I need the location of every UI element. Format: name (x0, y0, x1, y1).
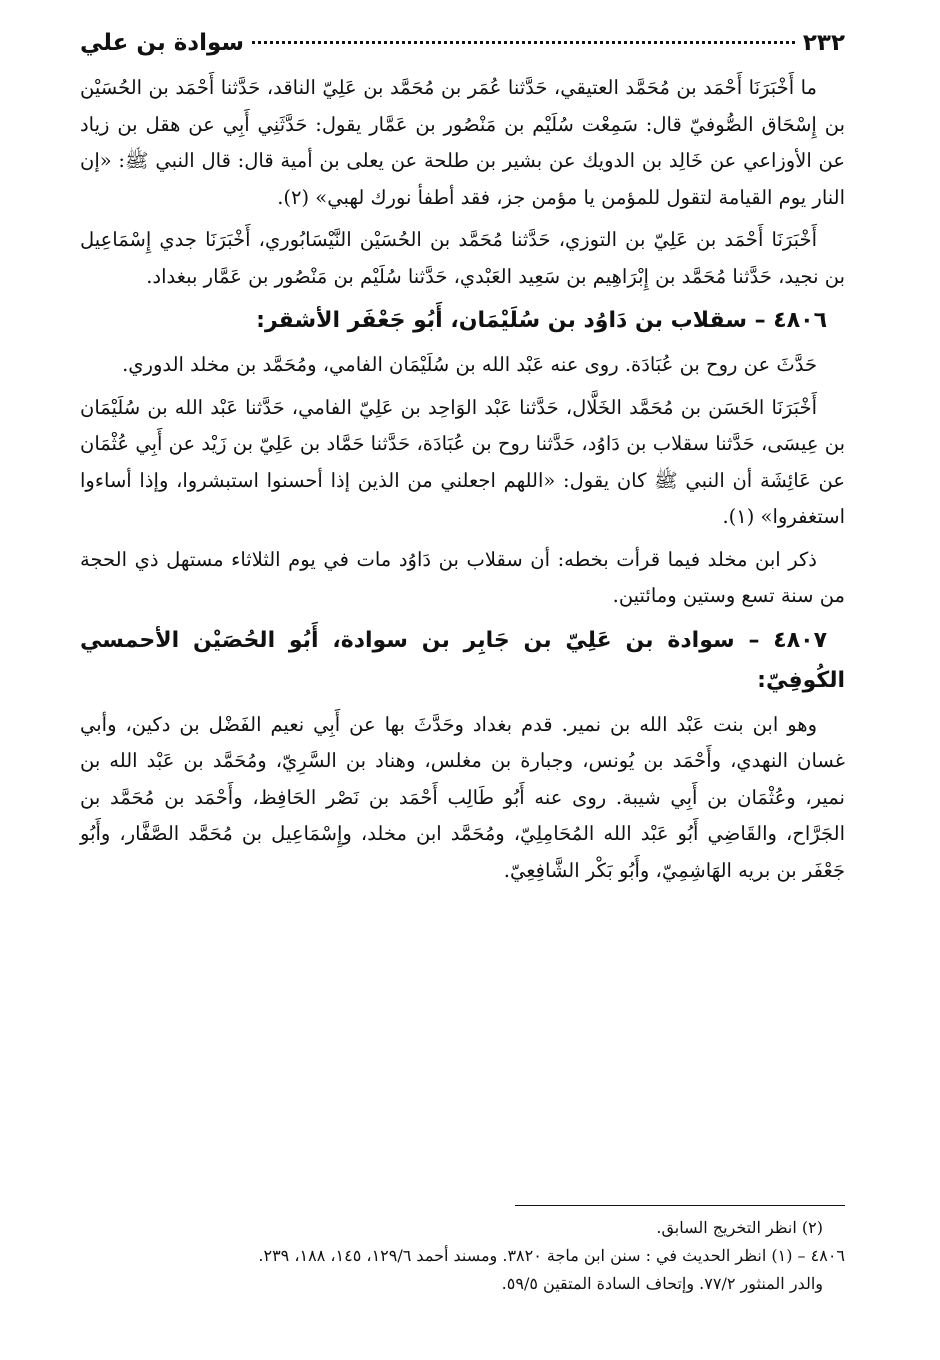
page-body (80, 70, 845, 889)
paragraph: حَدَّثَ عن روح بن عُبَادَة. روى عنه عَبْد الله بن سُلَيْمَان الفامي، ومُحَمَّد بن مخلد الدوري. (122, 353, 817, 376)
running-title: سوادة بن علي (80, 30, 245, 56)
paragraph: وهو ابن بنت عَبْد الله بن نمير. قدم بغداد وحَدَّثَ بها عن أَبِي نعيم الفَضْل بن دكين، وأبي غسان النهدي، وأَحْمَد بن يُونس، وجبارة بن مغلس، وهناد بن السَّرِيّ، ومُحَمَّد بن عَبْد الله بن نمير، وعُثْمَان بن أَبِي شيبة. روى عنه أَبُو طَالِب أَحْمَد بن نَصْر الحَافِظ، وأَحْمَد بن مُحَمَّد بن الجَرَّاح، والقَاضِي أَبُو عَبْد الله المُحَامِلِيّ، ومُحَمَّد ابن مخلد، وإِسْمَاعِيل بن مُحَمَّد الصَّفَّار، وأَبُو جَعْفَر بن بريه الهَاشِمِيّ، وأَبُو بَكْر الشَّافِعِيّ. (80, 712, 845, 882)
footnote-line: (٢) انظر التخريج السابق. (656, 1218, 823, 1237)
page-number: ٢٣٢ (802, 30, 845, 56)
entry-heading: ٤٨٠٧ – سوادة بن عَلِيّ بن جَابِر بن سوادة، أَبُو الحُصَيْن الأحمسي الكُوفِيّ: (80, 627, 845, 693)
footnote-divider (515, 1205, 845, 1206)
paragraph: ذكر ابن مخلد فيما قرأت بخطه: أن سقلاب بن دَاوُد مات في يوم الثلاثاء مستهل ذي الحجة من سنة تسع وستين ومائتين. (80, 547, 845, 607)
paragraph: أَخْبَرَنَا الحَسَن بن مُحَمَّد الخَلَّال، حَدَّثنا عَبْد الوَاحِد بن عَلِيّ الفامي، حَدَّثنا عَبْد الله بن سُلَيْمَان بن عِيسَى، حَدَّثنا سقلاب بن دَاوُد، حَدَّثنا روح بن عُبَادَة، حَدَّثنا حَمَّاد بن عَلِيّ بن زَيْد عن أَبِي عُثْمَان عن عَائِشَة أن النبي ﷺ كان يقول: «اللهم اجعلني من الذين إذا أحسنوا استبشروا، وإذا أساءوا استغفروا» (١). (80, 395, 845, 528)
footnote-line: والدر المنثور ٧٧/٢. وإتحاف السادة المتقين ٥٩/٥. (501, 1274, 823, 1293)
paragraph: ما أَخْبَرَنَا أَحْمَد بن مُحَمَّد العتيقي، حَدَّثنا عُمَر بن مُحَمَّد بن عَلِيّ الناقد، حَدَّثنا أَحْمَد بن الحُسَيْن بن إِسْحَاق الصُّوفيّ قال: سَمِعْت سُلَيْم بن مَنْصُور بن عَمَّار يقول: حَدَّثَنِي أَبِي عن هقل بن زياد عن الأوزاعي عن خَالِد بن الدويك عن بشير بن طلحة عن يعلى بن أمية قال: قال النبي ﷺ: «إن النار يوم القيامة لتقول للمؤمن يا مؤمن جز، فقد أطفأ نورك لهبي» (٢). (80, 76, 845, 209)
page (80, 30, 845, 895)
entry-heading: ٤٨٠٦ – سقلاب بن دَاوُد بن سُلَيْمَان، أَبُو جَعْفَر الأشقر: (256, 308, 827, 333)
paragraph: أَخْبَرَنَا أَحْمَد بن عَلِيّ بن التوزي، حَدَّثنا مُحَمَّد بن الحُسَيْن النَّيْسَابُوري، أَخْبَرَنَا جدي إِسْمَاعِيل بن نجيد، حَدَّثنا مُحَمَّد بن إِبْرَاهِيم بن سَعِيد العَبْدي، حَدَّثنا سُلَيْم بن مَنْصُور بن عَمَّار ببغداد. (80, 228, 845, 288)
page-header (80, 30, 845, 70)
footnotes (80, 1205, 845, 1298)
header-dot-leader (252, 41, 795, 44)
footnote-line: ٤٨٠٦ – (١) انظر الحديث في : سنن ابن ماجة ٣٨٢٠. ومسند أحمد ١٢٩/٦، ١٤٥، ١٨٨، ٢٣٩. (258, 1246, 845, 1265)
